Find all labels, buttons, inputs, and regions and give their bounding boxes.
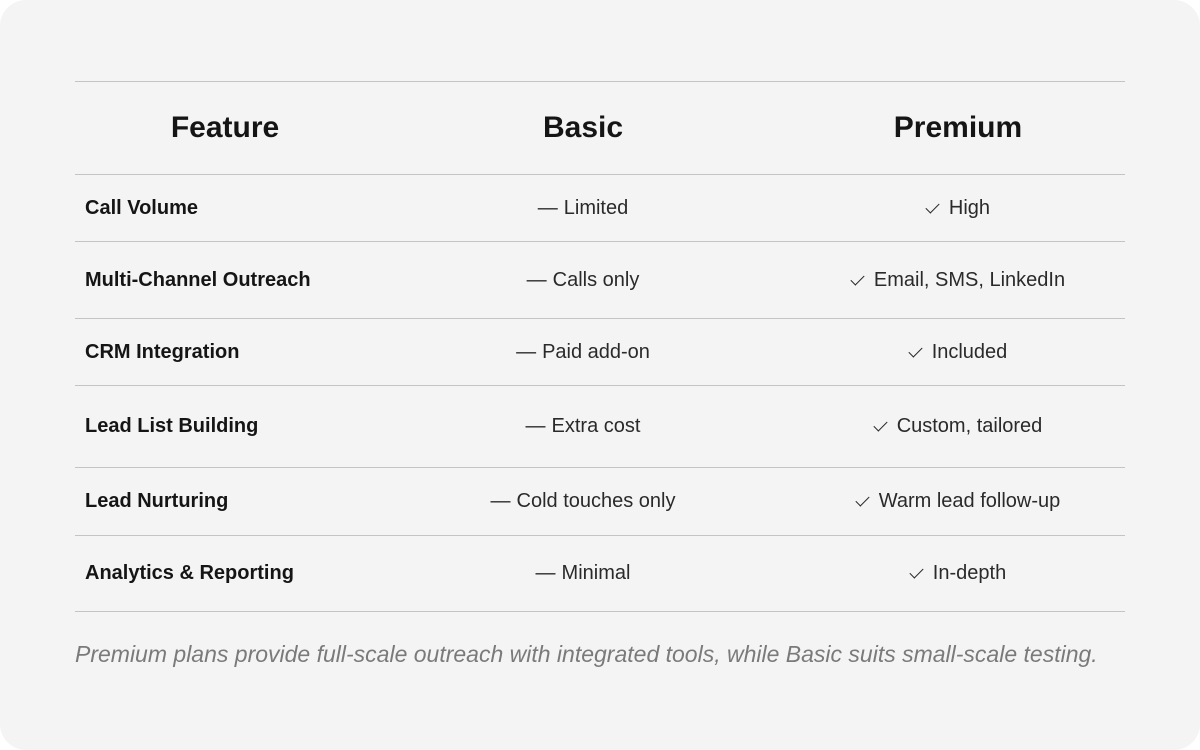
feature-cell: Call Volume	[75, 175, 375, 242]
checkmark-icon	[908, 343, 922, 357]
header-premium: Premium	[791, 82, 1125, 175]
dash-mark: —	[490, 490, 511, 512]
table-row	[75, 242, 1125, 319]
basic-value: Paid add-on	[542, 340, 650, 363]
table-header-row	[75, 82, 1125, 175]
premium-cell	[791, 175, 1125, 242]
dash-mark: —	[535, 562, 556, 584]
premium-cell	[791, 386, 1125, 468]
premium-value: Included	[931, 340, 1008, 363]
basic-value: Calls only	[552, 268, 640, 291]
basic-value: Extra cost	[551, 415, 641, 437]
checkmark-icon	[873, 417, 887, 431]
basic-value: Cold touches only	[516, 490, 676, 512]
premium-value: Email, SMS, LinkedIn	[873, 268, 1066, 291]
basic-cell	[375, 242, 791, 319]
basic-cell	[375, 468, 791, 536]
dash-mark: —	[526, 268, 547, 291]
checkmark-icon	[925, 199, 939, 213]
checkmark-icon	[855, 492, 869, 506]
basic-cell	[375, 536, 791, 612]
premium-value: Custom, tailored	[896, 415, 1043, 437]
feature-cell: Multi-Channel Outreach	[75, 242, 375, 319]
table-row	[75, 536, 1125, 612]
basic-cell	[375, 386, 791, 468]
table-row	[75, 319, 1125, 386]
feature-cell: Lead Nurturing	[75, 468, 375, 536]
header-feature: Feature	[75, 82, 375, 175]
premium-cell	[791, 536, 1125, 612]
table-row	[75, 175, 1125, 242]
premium-cell	[791, 468, 1125, 536]
table-row	[75, 386, 1125, 468]
basic-value: Limited	[563, 196, 629, 219]
basic-value: Minimal	[561, 562, 631, 584]
premium-cell	[791, 242, 1125, 319]
checkmark-icon	[909, 564, 923, 578]
feature-cell: Lead List Building	[75, 386, 375, 468]
basic-cell	[375, 175, 791, 242]
premium-value: Warm lead follow-up	[878, 490, 1061, 512]
footnote: Premium plans provide full-scale outreach with integrated tools, while Basic suits small-scale testing.	[75, 641, 1098, 667]
table-row	[75, 468, 1125, 536]
premium-value: High	[948, 196, 991, 219]
dash-mark: —	[537, 196, 558, 219]
comparison-table	[75, 81, 1125, 612]
dash-mark: —	[516, 340, 537, 363]
premium-value: In-depth	[932, 562, 1007, 584]
header-basic: Basic	[375, 82, 791, 175]
premium-cell	[791, 319, 1125, 386]
feature-cell: CRM Integration	[75, 319, 375, 386]
feature-cell: Analytics & Reporting	[75, 536, 375, 612]
dash-mark: —	[525, 415, 546, 437]
checkmark-icon	[850, 271, 864, 285]
basic-cell	[375, 319, 791, 386]
